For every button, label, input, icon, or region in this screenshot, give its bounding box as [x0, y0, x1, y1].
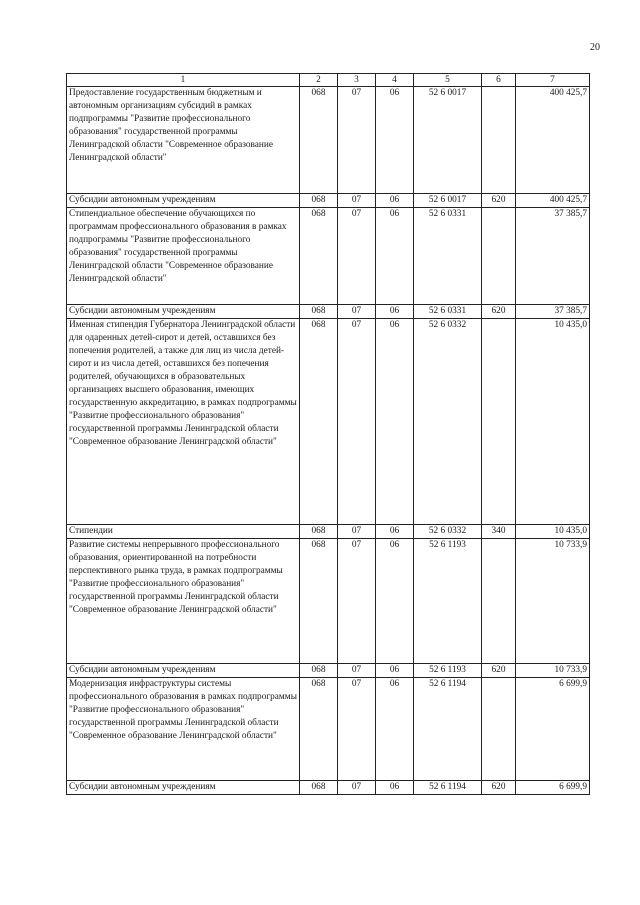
table-header-row	[67, 74, 590, 87]
cell-target-article: 52 6 0331	[414, 305, 482, 319]
cell-department: 068	[300, 305, 338, 319]
cell-amount: 10 435,0	[516, 525, 590, 539]
row-description: Предоставление государственным бюджетным и автономным организациям субсидий в рамках подпрограммы "Развитие профессионального образования" государственной программы Ленинградской области "Современное образование Ленинградской области"	[67, 87, 300, 194]
row-description: Субсидии автономным учреждениям	[67, 305, 300, 319]
cell-target-article: 52 6 0017	[414, 87, 482, 194]
cell-section: 07	[338, 305, 376, 319]
row-description: Субсидии автономным учреждениям	[67, 194, 300, 208]
column-header: 3	[338, 74, 376, 87]
table-row	[67, 319, 590, 525]
row-description: Развитие системы непрерывного профессионального образования, ориентированной на потребности перспективного рынка труда, в рамках подпрограммы "Развитие профессионального образования" государственной программы Ленинградской области "Современное образование Ленинградской области"	[67, 539, 300, 664]
cell-amount: 10 733,9	[516, 664, 590, 678]
table-row	[67, 305, 590, 319]
row-description: Субсидии автономным учреждениям	[67, 781, 300, 795]
cell-target-article: 52 6 0331	[414, 208, 482, 305]
column-header: 2	[300, 74, 338, 87]
cell-section: 07	[338, 319, 376, 525]
cell-department: 068	[300, 319, 338, 525]
cell-subsection: 06	[376, 539, 414, 664]
table-row	[67, 87, 590, 194]
cell-department: 068	[300, 678, 338, 781]
page-number: 20	[590, 42, 600, 53]
row-description: Субсидии автономным учреждениям	[67, 664, 300, 678]
cell-expense-type: 620	[482, 194, 516, 208]
table-row	[67, 781, 590, 795]
table-row	[67, 539, 590, 664]
cell-department: 068	[300, 539, 338, 664]
cell-amount: 10 733,9	[516, 539, 590, 664]
cell-expense-type	[482, 678, 516, 781]
cell-expense-type	[482, 208, 516, 305]
table-row	[67, 678, 590, 781]
cell-amount: 6 699,9	[516, 678, 590, 781]
cell-department: 068	[300, 208, 338, 305]
cell-target-article: 52 6 1193	[414, 664, 482, 678]
cell-section: 07	[338, 525, 376, 539]
cell-expense-type: 340	[482, 525, 516, 539]
column-header: 7	[516, 74, 590, 87]
column-header: 4	[376, 74, 414, 87]
cell-section: 07	[338, 664, 376, 678]
cell-section: 07	[338, 87, 376, 194]
cell-section: 07	[338, 781, 376, 795]
row-description: Стипендии	[67, 525, 300, 539]
cell-subsection: 06	[376, 678, 414, 781]
cell-target-article: 52 6 0332	[414, 525, 482, 539]
cell-department: 068	[300, 194, 338, 208]
cell-subsection: 06	[376, 208, 414, 305]
column-header: 6	[482, 74, 516, 87]
cell-expense-type: 620	[482, 305, 516, 319]
cell-department: 068	[300, 525, 338, 539]
cell-department: 068	[300, 664, 338, 678]
row-description: Именная стипендия Губернатора Ленинградской области для одаренных детей-сирот и детей, оставшихся без попечения родителей, а также для лиц из числа детей-сирот и из числа детей, оставшихся без попечения родителей, обучающихся в образовательных организациях высшего образования, имеющих государственную аккредитацию, в рамках подпрограммы "Развитие профессионального образования" государственной программы Ленинградской области "Современное образование Ленинградской области"	[67, 319, 300, 525]
cell-section: 07	[338, 539, 376, 664]
cell-target-article: 52 6 1194	[414, 678, 482, 781]
table-row	[67, 525, 590, 539]
cell-expense-type	[482, 539, 516, 664]
cell-amount: 400 425,7	[516, 194, 590, 208]
cell-department: 068	[300, 87, 338, 194]
table-row	[67, 664, 590, 678]
cell-section: 07	[338, 678, 376, 781]
cell-expense-type: 620	[482, 664, 516, 678]
table-row	[67, 194, 590, 208]
cell-section: 07	[338, 194, 376, 208]
cell-amount: 400 425,7	[516, 87, 590, 194]
cell-expense-type: 620	[482, 781, 516, 795]
cell-target-article: 52 6 0332	[414, 319, 482, 525]
cell-department: 068	[300, 781, 338, 795]
cell-subsection: 06	[376, 781, 414, 795]
cell-target-article: 52 6 0017	[414, 194, 482, 208]
cell-amount: 10 435,0	[516, 319, 590, 525]
cell-target-article: 52 6 1193	[414, 539, 482, 664]
cell-subsection: 06	[376, 525, 414, 539]
cell-amount: 37 385,7	[516, 305, 590, 319]
cell-subsection: 06	[376, 194, 414, 208]
budget-table	[66, 73, 590, 795]
cell-subsection: 06	[376, 319, 414, 525]
cell-subsection: 06	[376, 87, 414, 194]
cell-subsection: 06	[376, 305, 414, 319]
row-description: Модернизация инфраструктуры системы профессионального образования в рамках подпрограммы "Развитие профессионального образования" государственной программы Ленинградской области "Современное образование Ленинградской области"	[67, 678, 300, 781]
cell-expense-type	[482, 87, 516, 194]
cell-target-article: 52 6 1194	[414, 781, 482, 795]
row-description: Стипендиальное обеспечение обучающихся по программам профессионального образования в рамках подпрограммы "Развитие профессионального образования" государственной программы Ленинградской области "Современное образование Ленинградской области"	[67, 208, 300, 305]
column-header: 1	[67, 74, 300, 87]
cell-amount: 37 385,7	[516, 208, 590, 305]
cell-section: 07	[338, 208, 376, 305]
table-row	[67, 208, 590, 305]
column-header: 5	[414, 74, 482, 87]
cell-expense-type	[482, 319, 516, 525]
cell-amount: 6 699,9	[516, 781, 590, 795]
cell-subsection: 06	[376, 664, 414, 678]
